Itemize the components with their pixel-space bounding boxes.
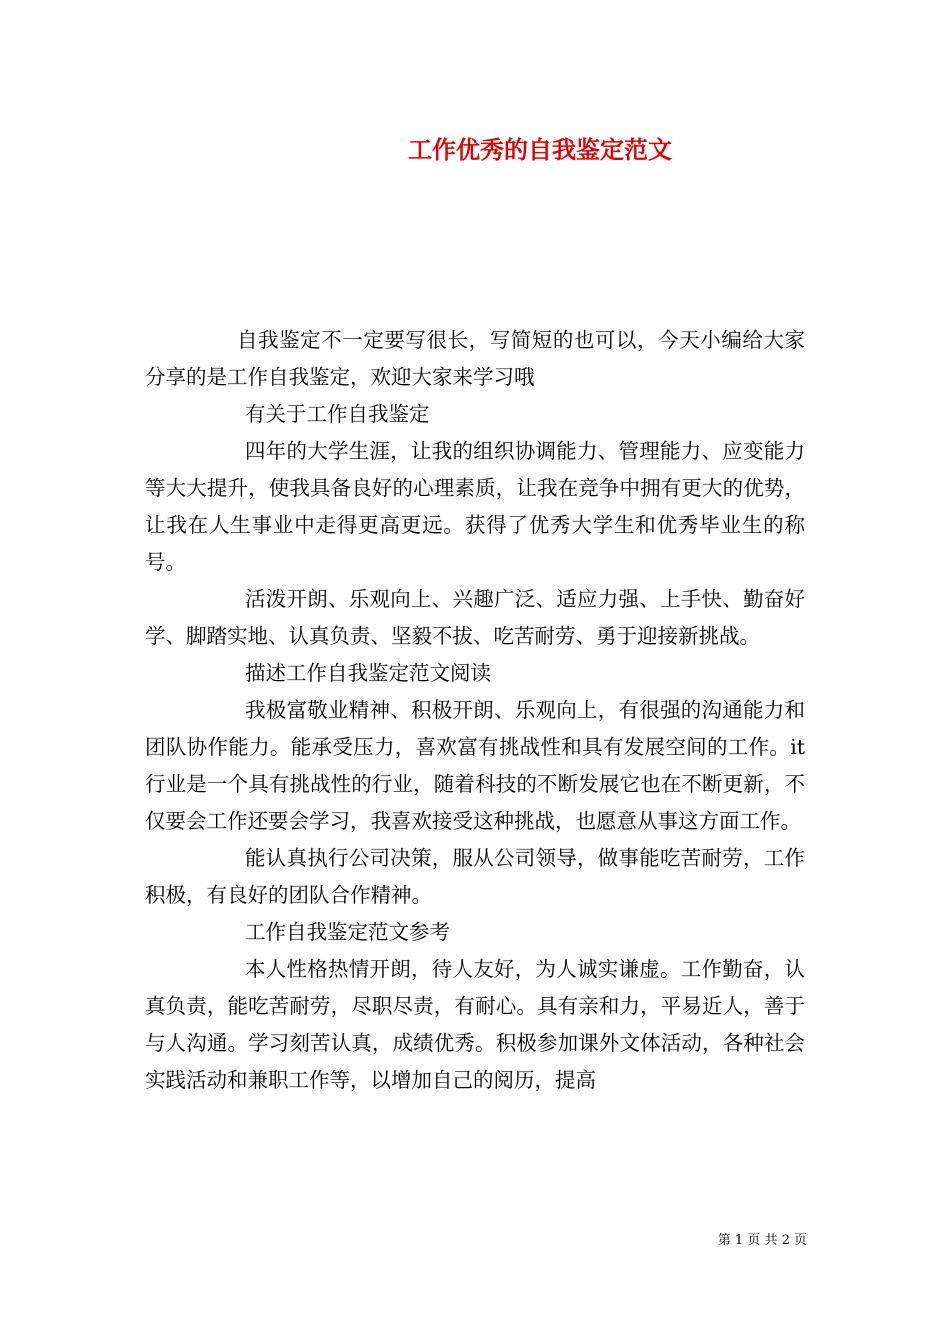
paragraph-personality: 本人性格热情开朗，待人友好，为人诚实谦虚。工作勤奋，认真负责，能吃苦耐劳，尽职尽责，有耐心。具有亲和力，平易近人，善于与人沟通。学习刻苦认真，成绩优秀。积极参加课外文体活动，各种社会实践活动和兼职工作等，以增加自己的阅历，提高 [145,957,805,1092]
document-title: 工作优秀的自我鉴定范文 [408,135,672,164]
paragraph-execution: 能认真执行公司决策，服从公司领导，做事能吃苦耐劳，工作积极，有良好的团队合作精神。 [145,846,805,907]
document-body [145,322,805,1099]
section-heading-describe: 描述工作自我鉴定范文阅读 [245,661,491,685]
paragraph-university: 四年的大学生涯，让我的组织协调能力、管理能力、应变能力等大大提升，使我具备良好的心理素质，让我在竞争中拥有更大的优势，让我在人生事业中走得更高更远。获得了优秀大学生和优秀毕业生的称号。 [145,439,805,574]
section-heading-about: 有关于工作自我鉴定 [245,402,430,426]
page-number-footer: 第 1 页 共 2 页 [717,1233,807,1248]
paragraph-intro: 自我鉴定不一定要写很长，写简短的也可以，今天小编给大家分享的是工作自我鉴定，欢迎大家来学习哦 [145,328,805,389]
section-heading-reference: 工作自我鉴定范文参考 [245,920,450,944]
paragraph-dedication: 我极富敬业精神、积极开朗、乐观向上，有很强的沟通能力和团队协作能力。能承受压力，喜欢富有挑战性和具有发展空间的工作。it行业是一个具有挑战性的行业，随着科技的不断发展它也在不断更新，不仅要会工作还要会学习，我喜欢接受这种挑战，也愿意从事这方面工作。 [145,698,805,833]
paragraph-traits: 活泼开朗、乐观向上、兴趣广泛、适应力强、上手快、勤奋好学、脚踏实地、认真负责、坚毅不拔、吃苦耐劳、勇于迎接新挑战。 [145,587,805,648]
